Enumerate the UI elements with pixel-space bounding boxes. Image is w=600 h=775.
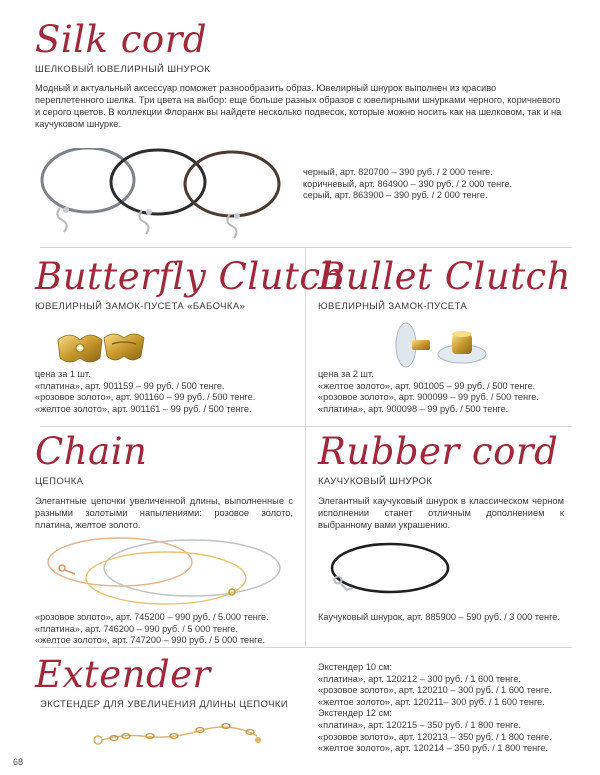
extender-10cm-rose-gold: «розовое золото», арт. 120210 – 300 руб. / 1 600 тенге. <box>318 685 552 696</box>
extender-10cm-heading: Экстендер 10 см: <box>318 662 392 672</box>
silk-title: Silk cord <box>35 18 208 61</box>
chain-price-yellow-gold: «желтое золото», арт. 747200 – 990 руб. / 5 000 тенге. <box>35 635 265 646</box>
butterfly-price-list <box>35 369 255 415</box>
chain-paragraph: Элегантные цепочки увеличенной длины, выполненные с разными золотыми напылениями: розовое золото, платина, желтое золото. <box>35 496 293 530</box>
butterfly-title: Butterfly Clutch <box>35 255 345 298</box>
divider-top <box>40 247 572 248</box>
extender-subtitle: ЭКСТЕНДЕР ДЛЯ УВЕЛИЧЕНИЯ ДЛИНЫ ЦЕПОЧКИ <box>40 699 289 710</box>
chain-price-rose-gold: «розовое золото», арт. 745200 – 990 руб. / 5.000 тенге. <box>35 612 269 622</box>
platinum-chain <box>104 540 280 596</box>
butterfly-price-rose-gold: «розовое золото», арт. 901160 – 99 руб. / 500 тенге. <box>35 392 256 403</box>
butterfly-subtitle: ЮВЕЛИРНЫЙ ЗАМОК-ПУСЕТА «БАБОЧКА» <box>35 301 246 312</box>
brown-silk-cord <box>185 152 279 216</box>
butterfly-price-yellow-gold: «желтое золото», арт. 901161 – 99 руб. / 500 тенге. <box>35 403 252 414</box>
extender-10cm-yellow-gold: «желтое золото», арт. 120211– 300 руб. / 1 600 тенге. <box>318 696 545 707</box>
bullet-clutch-image <box>378 320 498 370</box>
divider-middle <box>40 426 572 427</box>
extender-links <box>110 724 254 741</box>
silk-paragraph: Модный и актуальный аксессуар поможет разнообразить образ. Ювелирный шнурок выполнен из красиво переплетенного шелка. Три цвета на выбор: еще больше разных образов с ювелирными шнурками черного, коричневого и серого цветов. В коллекции Флоранж вы найдете несколько подвесок, которые можно носить как на шелковом, так и на каучуковом шнурке. <box>35 83 562 129</box>
rubber-cord-image <box>324 540 454 604</box>
divider-bottom <box>40 647 572 648</box>
bullet-title: Bullet Clutch <box>318 255 572 298</box>
rubber-title: Rubber cord <box>318 430 559 473</box>
chain-price-platinum: «платина», арт. 746200 – 990 руб. / 5 000 тенге. <box>35 623 238 634</box>
extender-12cm-heading: Экстендер 12 см: <box>318 708 392 719</box>
rubber-subtitle: КАУЧУКОВЫЙ ШНУРОК <box>318 476 433 487</box>
bullet-clutch-side-icon <box>396 323 430 367</box>
silk-cords-image <box>30 148 300 248</box>
butterfly-clutch-right-icon <box>104 334 144 360</box>
extender-price-list <box>318 662 552 755</box>
page-number: 68 <box>13 757 24 767</box>
extender-12cm-yellow-gold: «желтое золото», арт. 120214 – 350 руб. / 1 800 тенге. <box>318 743 548 754</box>
silk-price-list <box>303 167 512 202</box>
chain-clasp-icon <box>59 565 235 595</box>
butterfly-clutch-left-icon <box>58 335 102 362</box>
rubber-cord <box>332 544 448 592</box>
butterfly-price-platinum: «платина», арт. 901159 – 99 руб. / 500 тенге. <box>35 380 225 391</box>
butterfly-clutch-image <box>52 322 152 372</box>
extender-bead-icon <box>255 737 261 743</box>
chain-title: Chain <box>35 430 148 473</box>
extender-title: Extender <box>35 653 211 696</box>
extender-image <box>90 718 300 758</box>
extender-chain <box>94 727 257 744</box>
bullet-price-list <box>318 369 539 415</box>
chain-price-list <box>35 612 269 647</box>
silk-price-brown: коричневый, арт. 864900 – 390 руб. / 2 000 тенге. <box>303 178 513 189</box>
rubber-price: Каучуковый шнурок, арт. 885900 – 590 руб. / 3 000 тенге. <box>318 612 560 622</box>
bullet-price-platinum: «платина», арт. 900098 – 99 руб. / 500 тенге. <box>318 403 509 414</box>
bullet-price-rose-gold: «розовое золото», арт. 900099 – 99 руб. / 500 тенге. <box>318 392 539 403</box>
silk-subtitle: ШЕЛКОВЫЙ ЮВЕЛИРНЫЙ ШНУРОК <box>35 64 211 75</box>
bullet-clutch-front-icon <box>438 331 486 363</box>
rose-gold-chain <box>48 538 192 586</box>
extender-ring-icon <box>94 736 102 744</box>
butterfly-price-note: цена за 1 шт. <box>35 369 91 379</box>
rubber-paragraph: Элегантный каучуковый шнурок в классическом черном исполнении станет отличным дополнением к выбранному вами украшению. <box>318 496 564 530</box>
chain-image <box>42 534 292 614</box>
extender-12cm-platinum: «платина», арт. 120215 – 350 руб. / 1 800 тенге. <box>318 719 521 730</box>
bullet-subtitle: ЮВЕЛИРНЫЙ ЗАМОК-ПУСЕТА <box>318 301 468 312</box>
black-silk-cord <box>111 150 205 214</box>
silk-price-black: черный, арт. 820700 – 390 руб. / 2 000 тенге. <box>303 167 493 177</box>
bullet-price-yellow-gold: «желтое золото», арт. 901005 – 99 руб. / 500 тенге. <box>318 380 536 391</box>
silk-price-grey: серый, арт. 863900 – 390 руб. / 2 000 тенге. <box>303 190 488 201</box>
extender-12cm-rose-gold: «розовое золото», арт. 120213 – 350 руб. / 1 800 тенге. <box>318 731 552 742</box>
divider-vertical <box>305 247 306 647</box>
bullet-price-note: цена за 2 шт. <box>318 369 374 379</box>
extender-10cm-platinum: «платина», арт. 120212 – 300 руб. / 1 600 тенге. <box>318 673 521 684</box>
chain-subtitle: ЦЕПОЧКА <box>35 476 84 487</box>
rubber-price-list <box>318 612 560 624</box>
